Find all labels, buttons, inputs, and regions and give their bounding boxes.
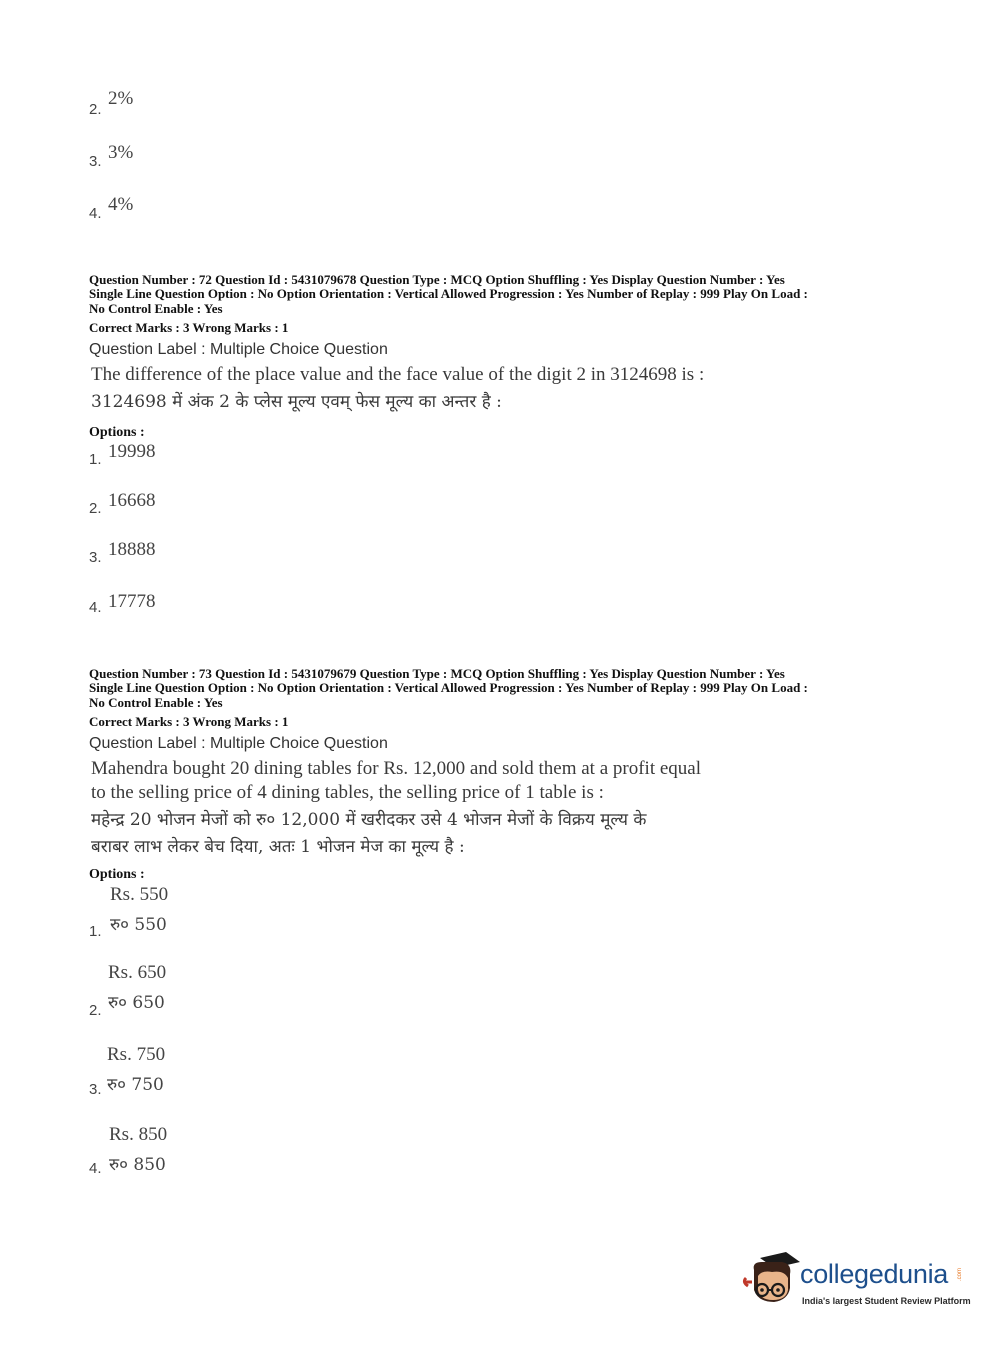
options-heading: Options :: [89, 867, 145, 882]
question-meta-line: Single Line Question Option : No Option Orientation : Vertical Allowed Progression : Yes Number of Replay : 999 Play On Load :: [89, 680, 808, 695]
option-value-hi: रु० 650: [108, 993, 165, 1013]
collegedunia-logo: [742, 1248, 972, 1318]
question-marks: Correct Marks : 3 Wrong Marks : 1: [89, 320, 289, 335]
option-value-en: Rs. 750: [107, 1044, 166, 1065]
option-number: 4.: [89, 1160, 102, 1177]
option-number: 3.: [89, 153, 102, 170]
question-text-hi-line1: महेन्द्र 20 भोजन मेजों को रु० 12,000 में खरीदकर उसे 4 भोजन मेजों के विक्रय मूल्य के: [91, 810, 647, 830]
mascot-icon: [742, 1248, 804, 1310]
question-label: Question Label : Multiple Choice Question: [89, 735, 388, 752]
option-number: 1.: [89, 451, 102, 468]
option-value-en: Rs. 550: [110, 884, 169, 905]
logo-tagline: India's largest Student Review Platform: [802, 1296, 971, 1306]
option-number: 3.: [89, 549, 102, 566]
option-value: 3%: [108, 142, 134, 163]
option-value: 17778: [108, 591, 156, 612]
question-text-hi-line2: बराबर लाभ लेकर बेच दिया, अतः 1 भोजन मेज का मूल्य है :: [91, 837, 465, 857]
option-value: 2%: [108, 88, 134, 109]
question-meta-line: No Control Enable : Yes: [89, 695, 223, 710]
question-meta-line: Question Number : 72 Question Id : 5431079678 Question Type : MCQ Option Shuffling : Yes Display Question Number : Yes: [89, 272, 785, 287]
question-label: Question Label : Multiple Choice Question: [89, 341, 388, 358]
option-number: 2.: [89, 500, 102, 517]
option-value: 16668: [108, 490, 156, 511]
question-text-en-line1: Mahendra bought 20 dining tables for Rs. 12,000 and sold them at a profit equal: [91, 758, 701, 779]
question-marks: Correct Marks : 3 Wrong Marks : 1: [89, 714, 289, 729]
option-value-en: Rs. 650: [108, 962, 167, 983]
option-value: 18888: [108, 539, 156, 560]
question-text-en-line2: to the selling price of 4 dining tables, the selling price of 1 table is :: [91, 782, 604, 803]
question-meta-line: No Control Enable : Yes: [89, 301, 223, 316]
question-text-hi: 3124698 में अंक 2 के प्लेस मूल्य एवम् फेस मूल्य का अन्तर है :: [91, 392, 502, 412]
option-value-en: Rs. 850: [109, 1124, 168, 1145]
option-number: 3.: [89, 1081, 102, 1098]
option-number: 1.: [89, 923, 102, 940]
logo-wordmark: collegedunia: [800, 1259, 949, 1289]
logo-com: .com: [957, 1268, 963, 1282]
question-meta-line: Single Line Question Option : No Option Orientation : Vertical Allowed Progression : Yes Number of Replay : 999 Play On Load :: [89, 286, 808, 301]
option-number: 2.: [89, 1002, 102, 1019]
question-text-en: The difference of the place value and the face value of the digit 2 in 3124698 is :: [91, 364, 705, 385]
option-number: 2.: [89, 101, 102, 118]
option-number: 4.: [89, 599, 102, 616]
options-heading: Options :: [89, 425, 145, 440]
option-number: 4.: [89, 205, 102, 222]
question-meta-line: Question Number : 73 Question Id : 5431079679 Question Type : MCQ Option Shuffling : Yes Display Question Number : Yes: [89, 666, 785, 681]
option-value-hi: रु० 750: [107, 1075, 164, 1095]
option-value: 19998: [108, 441, 156, 462]
option-value-hi: रु० 850: [109, 1155, 166, 1175]
option-value-hi: रु० 550: [110, 915, 167, 935]
option-value: 4%: [108, 194, 134, 215]
